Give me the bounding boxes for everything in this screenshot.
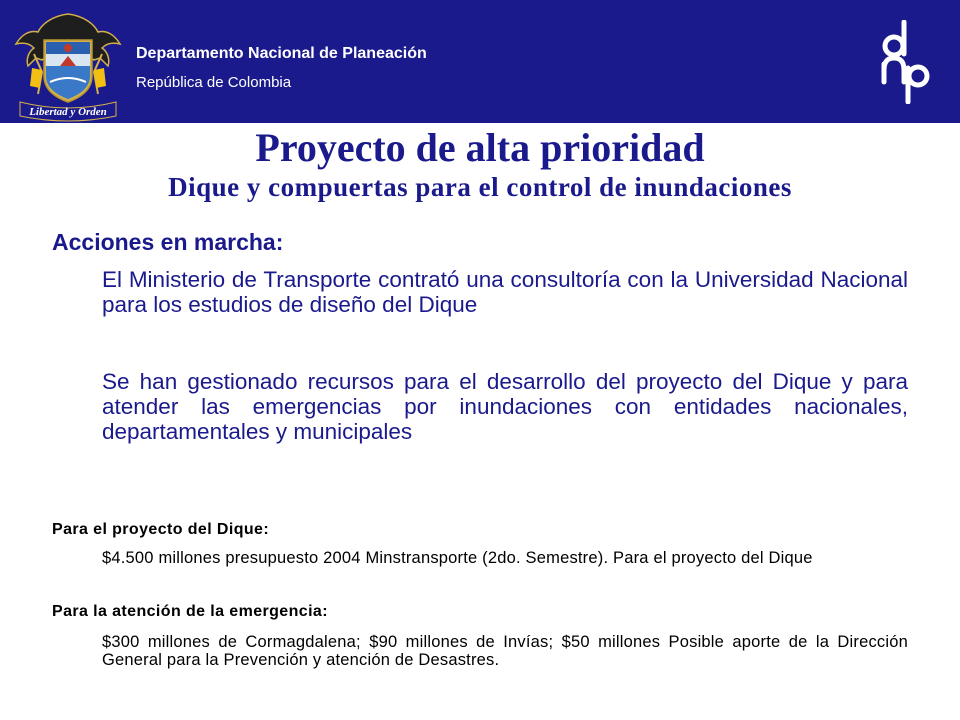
funding-text-dique: $4.500 millones presupuesto 2004 Minstransporte (2do. Semestre). Para el proyecto del Dique <box>102 549 813 567</box>
organization-name: Departamento Nacional de Planeación <box>136 45 427 62</box>
colombia-coat-of-arms-icon <box>12 10 124 122</box>
organization-subtitle: República de Colombia <box>136 74 292 91</box>
actions-heading: Acciones en marcha: <box>52 229 284 255</box>
crest-motto: Libertad y Orden <box>29 106 107 118</box>
page-title: Proyecto de alta prioridad <box>255 125 705 170</box>
dnp-logo-icon <box>878 20 938 104</box>
header-banner <box>0 0 960 123</box>
funding-heading-dique: Para el proyecto del Dique: <box>52 521 270 538</box>
action-item: El Ministerio de Transporte contrató una consultoría con la Universidad Nacional para los estudios de diseño del Dique <box>102 267 908 318</box>
page-subtitle: Dique y compuertas para el control de inundaciones <box>168 172 792 202</box>
funding-heading-emergency: Para la atención de la emergencia: <box>52 603 328 620</box>
action-item: Se han gestionado recursos para el desarrollo del proyecto del Dique y para atender las emergencias por inundaciones con entidades nacionales, departamentales y municipales <box>102 369 908 445</box>
funding-text-emergency: $300 millones de Cormagdalena; $90 millones de Invías; $50 millones Posible aporte de la Dirección General para la Prevención y atención de Desastres. <box>102 633 908 669</box>
